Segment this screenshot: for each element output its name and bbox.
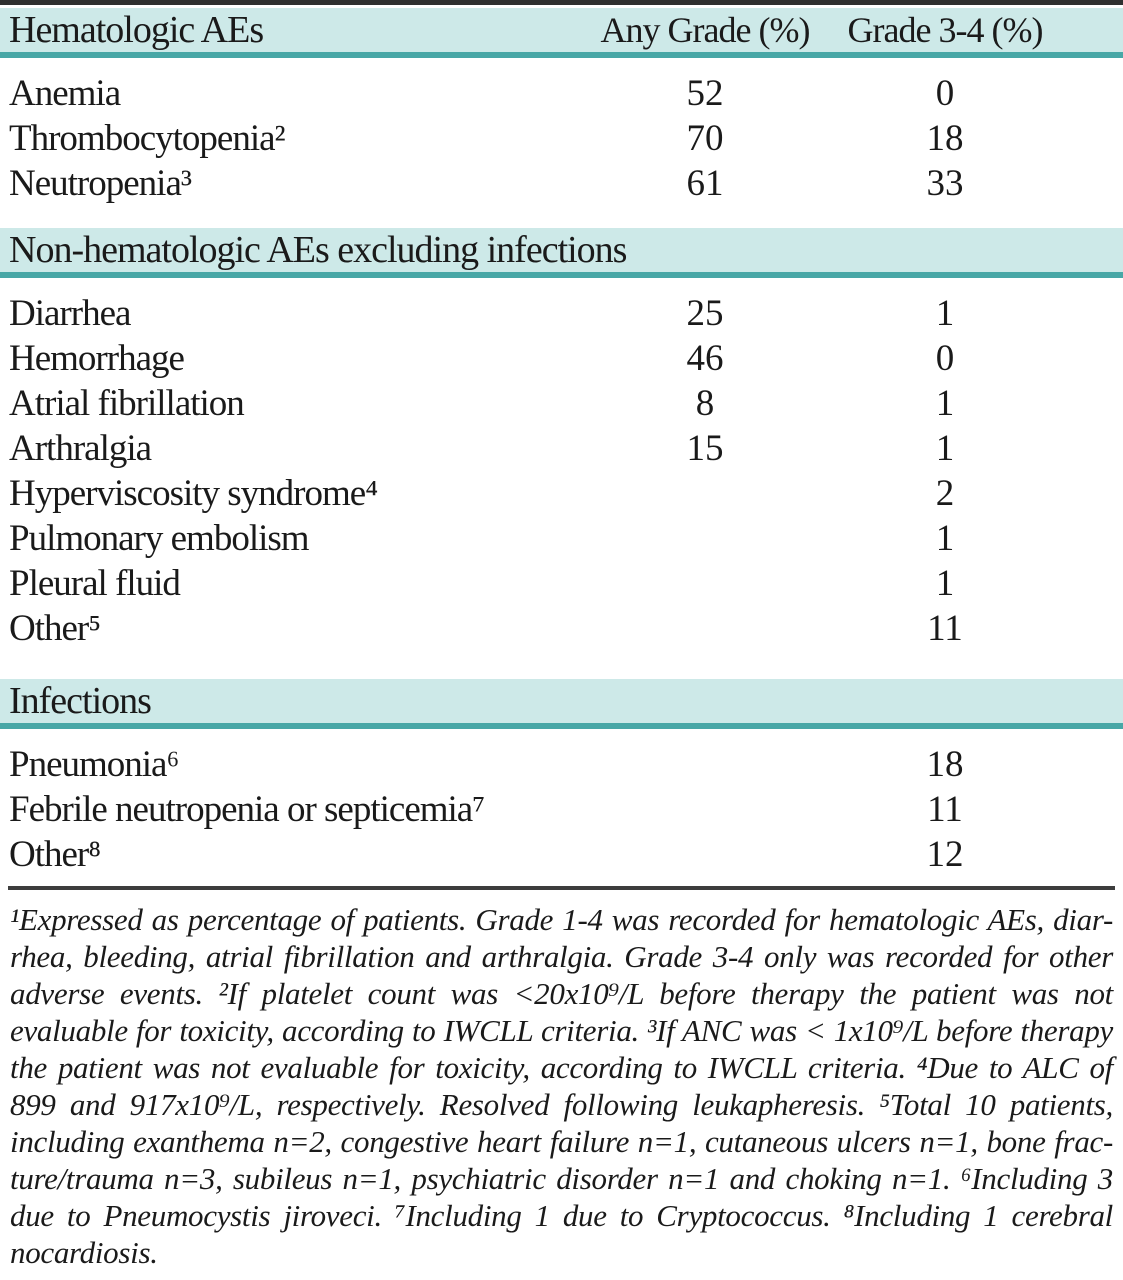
ae-label: Anemia	[9, 73, 121, 114]
footnote-line: due to Pneumocystis jiroveci. ⁷Including 1 due to Cryptococcus. ⁸Including 1 cerebral	[10, 1198, 1113, 1233]
footnote-line: adverse events. ²If platelet count was <20x10⁹/L before therapy the patient was not	[10, 976, 1113, 1011]
section-header-infections	[0, 679, 1123, 729]
grade-3-4-value: 1	[935, 563, 955, 604]
table-row	[0, 426, 1123, 471]
ae-label: Arthralgia	[9, 428, 152, 469]
ae-label: Pleural fluid	[9, 563, 180, 604]
table-row	[0, 832, 1123, 877]
table-row	[0, 71, 1123, 116]
table-row	[0, 336, 1123, 381]
grade-3-4-value: 0	[935, 73, 955, 114]
table-row	[0, 516, 1123, 561]
table-row	[0, 116, 1123, 161]
section-infections-rows	[0, 729, 1123, 886]
footnote-line: nocardiosis.	[10, 1235, 158, 1270]
table-row	[0, 471, 1123, 516]
section-header-non-hematologic	[0, 228, 1123, 278]
any-grade-value: 8	[695, 383, 715, 424]
ae-label: Other⁵	[9, 608, 101, 649]
ae-label: Pneumonia⁶	[9, 744, 179, 785]
header-section-label: Hematologic AEs	[9, 9, 264, 51]
table-row	[0, 561, 1123, 606]
table-row	[0, 291, 1123, 336]
footnote-line: including exanthema n=2, congestive heart failure n=1, cutaneous ulcers n=1, bone frac-	[10, 1124, 1113, 1159]
table-row	[0, 381, 1123, 426]
table-row	[0, 606, 1123, 651]
ae-label: Neutropenia³	[9, 163, 191, 204]
section-hematologic-rows	[0, 58, 1123, 228]
top-border-rule	[0, 0, 1123, 5]
footnote-line: evaluable for toxicity, according to IWCLL criteria. ³If ANC was < 1x10⁹/L before therapy	[10, 1013, 1113, 1048]
grade-3-4-value: 12	[926, 834, 964, 875]
any-grade-value: 15	[686, 428, 724, 469]
section-non-hematologic-rows	[0, 278, 1123, 679]
section-title: Infections	[9, 680, 151, 722]
any-grade-value: 52	[686, 73, 724, 114]
table-row	[0, 787, 1123, 832]
footnote-line: ¹Expressed as percentage of patients. Grade 1-4 was recorded for hematologic AEs, diar-	[10, 902, 1113, 937]
any-grade-value: 25	[686, 293, 724, 334]
grade-3-4-value: 1	[935, 428, 955, 469]
ae-label: Other⁸	[9, 834, 101, 875]
ae-label: Febrile neutropenia or septicemia⁷	[9, 789, 485, 830]
section-title: Non-hematologic AEs excluding infections	[9, 229, 627, 271]
footnote-line: rhea, bleeding, atrial fibrillation and arthralgia. Grade 3-4 only was recorded for other	[10, 939, 1113, 974]
column-header-grade-3-4: Grade 3-4 (%)	[847, 10, 1043, 50]
footnote-line: ture/trauma n=3, subileus n=1, psychiatric disorder n=1 and choking n=1. ⁶Including 3	[10, 1161, 1113, 1196]
any-grade-value: 70	[686, 118, 724, 159]
column-header-any-grade: Any Grade (%)	[600, 10, 810, 50]
table-row	[0, 742, 1123, 787]
grade-3-4-value: 1	[935, 293, 955, 334]
grade-3-4-value: 33	[926, 163, 964, 204]
grade-3-4-value: 1	[935, 518, 955, 559]
ae-label: Hemorrhage	[9, 338, 184, 379]
ae-label: Diarrhea	[9, 293, 131, 334]
any-grade-value: 46	[686, 338, 724, 379]
grade-3-4-value: 18	[926, 744, 964, 785]
grade-3-4-value: 18	[926, 118, 964, 159]
grade-3-4-value: 11	[927, 789, 963, 830]
grade-3-4-value: 11	[927, 608, 963, 649]
ae-label: Pulmonary embolism	[9, 518, 309, 559]
ae-label: Thrombocytopenia²	[9, 118, 285, 159]
table-footnotes	[8, 886, 1115, 1271]
table-row	[0, 161, 1123, 206]
grade-3-4-value: 2	[935, 473, 955, 514]
ae-label: Atrial fibrillation	[9, 383, 244, 424]
footnote-line: the patient was not evaluable for toxicity, according to IWCLL criteria. ⁴Due to ALC of	[10, 1050, 1113, 1085]
table-header-band	[0, 8, 1123, 58]
grade-3-4-value: 1	[935, 383, 955, 424]
grade-3-4-value: 0	[935, 338, 955, 379]
footnote-line: 899 and 917x10⁹/L, respectively. Resolved following leukapheresis. ⁵Total 10 patients,	[10, 1087, 1113, 1122]
any-grade-value: 61	[686, 163, 724, 204]
ae-label: Hyperviscosity syndrome⁴	[9, 473, 378, 514]
